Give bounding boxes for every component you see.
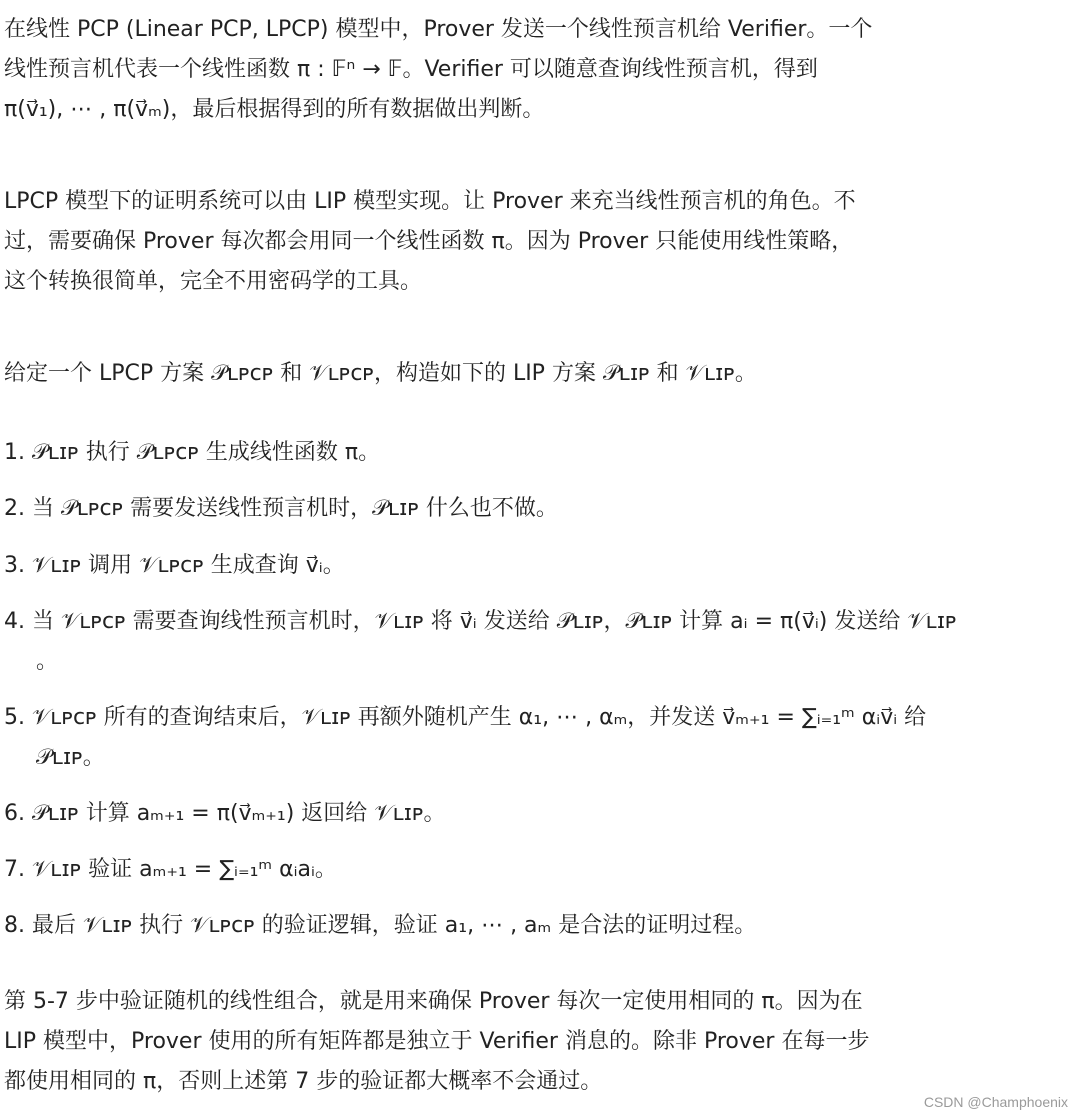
- list-item-step-4: [4, 602, 1054, 642]
- list-item-step-8: [4, 906, 1054, 946]
- text-line: 给定一个 LPCP 方案 𝒫ʟᴘᴄᴘ 和 𝒱ʟᴘᴄᴘ，构造如下的 LIP 方案 𝒫ʟɪᴘ 和 𝒱ʟɪᴘ。: [4, 361, 757, 386]
- step-text: 6. 𝒫ʟɪᴘ 计算 aₘ₊₁ = π(v⃗ₘ₊₁) 返回给 𝒱ʟɪᴘ。: [4, 801, 446, 826]
- list-item-step-5-continuation: [36, 738, 105, 778]
- list-item-step-4-continuation: [36, 642, 58, 682]
- paragraph-linear-pcp-intro: [4, 10, 1054, 130]
- text-line: π(v⃗₁), ⋯ , π(v⃗ₘ)，最后根据得到的所有数据做出判断。: [4, 97, 545, 122]
- text-line: 这个转换很简单，完全不用密码学的工具。: [4, 269, 423, 294]
- list-item-step-3: [4, 546, 1054, 586]
- text-line: 都使用相同的 π，否则上述第 7 步的验证都大概率不会通过。: [4, 1069, 603, 1094]
- step-text: 4. 当 𝒱ʟᴘᴄᴘ 需要查询线性预言机时，𝒱ʟɪᴘ 将 v⃗ᵢ 发送给 𝒫ʟɪᴘ，𝒫ʟɪᴘ 计算 aᵢ = π(v⃗ᵢ) 发送给 𝒱ʟɪᴘ: [4, 609, 957, 634]
- text-line: 过，需要确保 Prover 每次都会用同一个线性函数 π。因为 Prover 只能使用线性策略，: [4, 229, 854, 254]
- step-text: 2. 当 𝒫ʟᴘᴄᴘ 需要发送线性预言机时，𝒫ʟɪᴘ 什么也不做。: [4, 496, 558, 521]
- text-line: 第 5-7 步中验证随机的线性组合，就是用来确保 Prover 每次一定使用相同的 π。因为在: [4, 989, 863, 1014]
- step-text: 8. 最后 𝒱ʟɪᴘ 执行 𝒱ʟᴘᴄᴘ 的验证逻辑，验证 a₁, ⋯ , aₘ 是合法的证明过程。: [4, 913, 757, 938]
- step-text: 3. 𝒱ʟɪᴘ 调用 𝒱ʟᴘᴄᴘ 生成查询 v⃗ᵢ。: [4, 553, 345, 578]
- list-item-step-2: [4, 489, 1054, 529]
- paragraph-construction-intro: [4, 354, 1054, 394]
- step-text: 5. 𝒱ʟᴘᴄᴘ 所有的查询结束后，𝒱ʟɪᴘ 再额外随机产生 α₁, ⋯ , αₘ，并发送 v⃗ₘ₊₁ = ∑ᵢ₌₁ᵐ αᵢv⃗ᵢ 给: [4, 705, 927, 730]
- step-text: 。: [36, 649, 59, 674]
- text-line: LPCP 模型下的证明系统可以由 LIP 模型实现。让 Prover 来充当线性预言机的角色。不: [4, 189, 856, 214]
- paragraph-conclusion: [4, 982, 1054, 1102]
- list-item-step-7: [4, 850, 1054, 890]
- text-line: 在线性 PCP (Linear PCP, LPCP) 模型中，Prover 发送一个线性预言机给 Verifier。一个: [4, 17, 873, 42]
- list-item-step-6: [4, 794, 1054, 834]
- list-item-step-1: [4, 433, 1054, 473]
- text-line: LIP 模型中，Prover 使用的所有矩阵都是独立于 Verifier 消息的。除非 Prover 在每一步: [4, 1029, 870, 1054]
- paragraph-lpcp-via-lip: [4, 182, 1054, 302]
- list-item-step-5: [4, 698, 1054, 738]
- watermark: CSDN @Champhoenix: [923, 1094, 1068, 1110]
- text-line: 线性预言机代表一个线性函数 π : 𝔽ⁿ → 𝔽。Verifier 可以随意查询线性预言机，得到: [4, 57, 818, 82]
- step-text: 1. 𝒫ʟɪᴘ 执行 𝒫ʟᴘᴄᴘ 生成线性函数 π。: [4, 440, 381, 465]
- step-text: 𝒫ʟɪᴘ。: [36, 745, 105, 770]
- step-text: 7. 𝒱ʟɪᴘ 验证 aₘ₊₁ = ∑ᵢ₌₁ᵐ αᵢaᵢ。: [4, 857, 337, 882]
